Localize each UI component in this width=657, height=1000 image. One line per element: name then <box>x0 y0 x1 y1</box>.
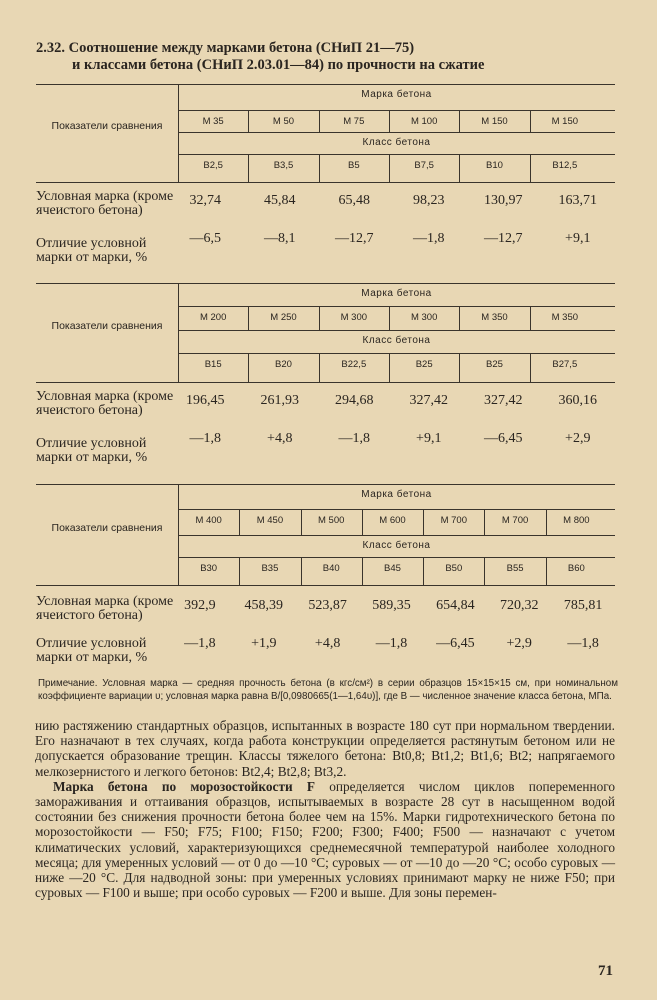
klass-cell: В30 <box>200 563 218 574</box>
marka-cell: М 150 <box>551 116 579 127</box>
difference-value: +9,1 <box>565 231 591 246</box>
conditional-mark-value: 196,45 <box>186 393 225 408</box>
conditional-mark-value: 294,68 <box>335 393 374 408</box>
row-label-conditional-mark: Условная марка (кроме ячеистого бетона) <box>36 389 174 418</box>
conditional-mark-value: 720,32 <box>499 598 539 613</box>
difference-value: —1,8 <box>338 431 370 446</box>
klass-cell: В45 <box>384 563 401 574</box>
conditional-mark-value: 654,84 <box>436 598 475 613</box>
klass-cell: В50 <box>445 563 463 574</box>
conditional-mark-value: 327,42 <box>484 393 523 408</box>
conditional-mark-value: 458,39 <box>244 598 284 613</box>
table-rule <box>178 110 615 111</box>
conditional-mark-value: 130,97 <box>484 193 523 208</box>
difference-value: +4,8 <box>314 636 341 651</box>
table-rule <box>178 330 615 331</box>
table-note: Примечание. Условная марка — средняя прочность бетона (в кгс/см²) в серии образцов 15×15×15 см, при номинальном коэффициенте вариации υ; условная марка равна В/[0,0980665(1—1,64υ)], где В — численное значение класса бетона, МПа. <box>38 678 618 702</box>
marka-header: Марка бетона <box>361 89 432 100</box>
table-rule <box>36 484 615 485</box>
table-rule <box>178 557 615 558</box>
conditional-mark-value: 785,81 <box>563 598 603 613</box>
row-label-conditional-mark: Условная марка (кроме ячеистого бетона) <box>36 594 174 623</box>
conditional-mark-value: 65,48 <box>338 193 370 208</box>
table-rule <box>178 535 615 536</box>
body-text <box>35 718 615 900</box>
row-label-difference: Отличие условной марки от марки, % <box>36 636 148 665</box>
conditional-mark-value: 523,87 <box>308 598 347 613</box>
table-rule <box>36 382 615 383</box>
table-rule <box>36 585 615 586</box>
klass-cell: В55 <box>506 563 524 574</box>
table-rule <box>36 182 615 183</box>
frost-term: Марка бетона по морозостойкости F <box>53 778 315 794</box>
table-rule <box>178 306 615 307</box>
marka-cell: М 500 <box>318 515 345 526</box>
marka-cell: М 800 <box>563 515 590 526</box>
marka-cell: М 300 <box>410 312 438 323</box>
marka-cell: М 100 <box>410 116 438 127</box>
klass-header: Класс бетона <box>362 137 431 148</box>
marka-cell: М 250 <box>270 312 297 323</box>
marka-cell: М 400 <box>195 515 222 526</box>
difference-value: —6,45 <box>436 636 475 651</box>
table-rule <box>178 509 615 510</box>
klass-cell: В12,5 <box>552 160 578 171</box>
marka-cell: М 75 <box>343 116 365 127</box>
marka-cell: М 600 <box>379 515 406 526</box>
conditional-mark-value: 392,9 <box>184 598 216 613</box>
klass-cell: В60 <box>567 563 585 574</box>
indicator-header: Показатели сравнения <box>51 319 163 332</box>
klass-cell: В22,5 <box>341 359 367 370</box>
difference-value: —1,8 <box>189 431 221 446</box>
table-rule <box>36 84 615 85</box>
difference-value: +9,1 <box>416 431 442 446</box>
difference-value: —1,8 <box>375 636 408 651</box>
conditional-mark-value: 327,42 <box>409 393 448 408</box>
page-number: 71 <box>598 963 613 979</box>
difference-value: —8,1 <box>264 231 296 246</box>
klass-cell: В5 <box>348 160 360 171</box>
conditional-mark-value: 32,74 <box>189 193 221 208</box>
table-rule <box>178 132 615 133</box>
klass-cell: В15 <box>204 359 222 370</box>
marka-cell: М 700 <box>440 515 467 526</box>
marka-cell: М 200 <box>199 312 227 323</box>
body-paragraph-2: Марка бетона по морозостойкости F определяется числом циклов попеременного замораживания и оттаивания образцов, испытываемых в возрасте 28 сут в насыщенном водой состоянии без снижения прочности бетона более чем на 15%. Марки гидротехнического бетона по морозостойкости — F50; F75; F100; F150; F200; F300; F400; F500 — назначают с учетом климатических условий, характеризующихся среднемесячной температурой наиболее холодного месяца; для умеренных условий — от 0 до —10 °С; суровых — от —10 до —20 °С; особо суровых — ниже —20 °С. Для надводной зоны: при умеренных условиях принимают марку не ниже F50; при суровых — F100 и выше; при особо суровых — F200 и выше. Для зоны перемен- <box>35 778 616 901</box>
marka-header: Марка бетона <box>361 288 432 299</box>
difference-value: +2,9 <box>565 431 591 446</box>
marka-cell: М 450 <box>256 515 284 526</box>
difference-value: —1,8 <box>184 636 216 651</box>
difference-value: —12,7 <box>484 231 523 246</box>
marka-cell: М 350 <box>481 312 508 323</box>
klass-cell: В10 <box>486 160 503 171</box>
difference-value: +4,8 <box>267 431 293 446</box>
difference-value: —1,8 <box>413 231 445 246</box>
body-paragraph-1: нию растяжению стандартных образцов, испытанных в возрасте 180 сут при нормальном твердении. Его назначают в тех случаях, когда работа конструкции определяется растянутым бетоном или не допускается образование трещин. Классы тяжелого бетона: Bt0,8; Bt1,2; Bt1,6; Bt2; напрягаемого мелкозернистого и легкого бетонов: Bt2,4; Bt2,8; Bt3,2. <box>35 718 615 779</box>
marka-cell: М 700 <box>501 515 529 526</box>
difference-value: +2,9 <box>506 636 532 651</box>
indicator-header: Показатели сравнения <box>51 120 163 132</box>
conditional-mark-value: 589,35 <box>372 598 411 613</box>
conditional-mark-value: 163,71 <box>558 193 597 208</box>
table-rule <box>178 353 615 354</box>
marka-header: Марка бетона <box>361 489 432 500</box>
table-title: 2.32. Соотношение между марками бетона (СНиП 21—75) и классами бетона (СНиП 2.03.01—84) по прочности на сжатие <box>36 40 485 73</box>
difference-value: —12,7 <box>335 231 374 246</box>
difference-value: —1,8 <box>567 636 599 651</box>
marka-cell: М 150 <box>481 116 508 127</box>
klass-header: Класс бетона <box>362 335 431 346</box>
klass-cell: В25 <box>415 359 433 370</box>
marka-cell: М 350 <box>551 312 579 323</box>
klass-cell: В27,5 <box>552 359 578 370</box>
klass-cell: В35 <box>261 563 279 574</box>
conditional-mark-value: 360,16 <box>558 393 597 408</box>
conditional-mark-value: 45,84 <box>264 193 296 208</box>
row-label-difference: Отличие условной марки от марки, % <box>36 436 148 465</box>
klass-cell: В20 <box>275 359 292 370</box>
klass-cell: В7,5 <box>414 160 434 171</box>
conditional-mark-value: 98,23 <box>413 193 445 208</box>
conditional-mark-value: 261,93 <box>260 393 299 408</box>
marka-cell: М 35 <box>202 116 224 127</box>
table-rule <box>178 154 615 155</box>
marka-cell: М 50 <box>272 116 295 127</box>
marka-cell: М 300 <box>340 312 368 323</box>
klass-header: Класс бетона <box>362 540 431 551</box>
difference-value: —6,45 <box>484 431 523 446</box>
row-label-difference: Отличие условной марки от марки, % <box>36 236 148 265</box>
difference-value: +1,9 <box>251 636 277 651</box>
row-label-conditional-mark: Условная марка (кроме ячеистого бетона) <box>36 189 174 218</box>
klass-cell: В2,5 <box>203 160 223 171</box>
klass-cell: В3,5 <box>273 160 294 171</box>
indicator-header: Показатели сравнения <box>51 521 163 534</box>
difference-value: —6,5 <box>189 231 221 246</box>
table-rule <box>36 283 615 284</box>
klass-cell: В40 <box>322 563 340 574</box>
klass-cell: В25 <box>486 359 503 370</box>
